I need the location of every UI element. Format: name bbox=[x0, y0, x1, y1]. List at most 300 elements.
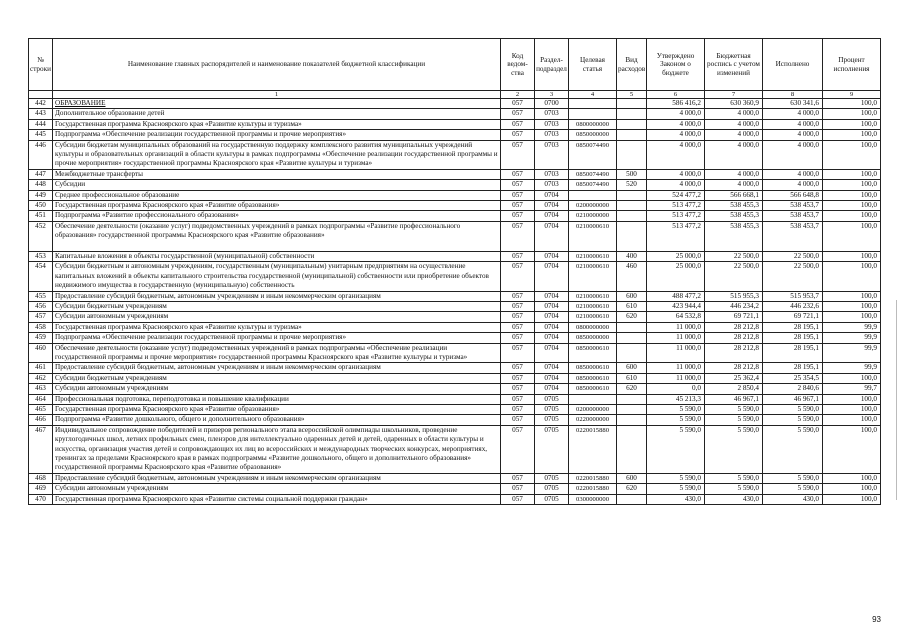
dept-code-cell: 057 bbox=[501, 322, 535, 332]
expense-type-cell: 600 bbox=[617, 363, 647, 373]
budget-schedule-cell: 430,0 bbox=[705, 494, 763, 504]
target-article-cell: 0220015880 bbox=[569, 484, 617, 494]
approved-cell: 423 944,4 bbox=[647, 301, 705, 311]
budget-schedule-cell: 566 668,1 bbox=[705, 190, 763, 200]
dept-code-cell: 057 bbox=[501, 343, 535, 363]
budget-schedule-cell: 2 850,4 bbox=[705, 384, 763, 394]
table-row bbox=[29, 484, 881, 494]
row-number-cell: 459 bbox=[29, 333, 53, 343]
row-name-cell: Государственная программа Красноярского края «Развитие системы социальной поддержки граждан» bbox=[53, 494, 501, 504]
budget-schedule-cell: 28 212,8 bbox=[705, 322, 763, 332]
executed-cell: 5 590,0 bbox=[763, 415, 823, 425]
executed-cell: 515 953,7 bbox=[763, 291, 823, 301]
dept-code-cell: 057 bbox=[501, 484, 535, 494]
section-cell: 0704 bbox=[535, 312, 569, 322]
row-name-cell: Подпрограмма «Развитие дошкольного, общего и дополнительного образования» bbox=[53, 415, 501, 425]
section-cell: 0704 bbox=[535, 291, 569, 301]
dept-code-cell: 057 bbox=[501, 384, 535, 394]
expense-type-cell: 520 bbox=[617, 180, 647, 190]
section-cell: 0703 bbox=[535, 109, 569, 119]
dept-code-cell: 057 bbox=[501, 494, 535, 504]
colnum-4: 4 bbox=[569, 91, 617, 99]
approved-cell: 513 477,2 bbox=[647, 211, 705, 221]
row-name-cell: Капитальные вложения в объекты государственной (муниципальной) собственности bbox=[53, 251, 501, 261]
executed-cell: 22 500,0 bbox=[763, 262, 823, 291]
executed-cell: 4 000,0 bbox=[763, 180, 823, 190]
executed-cell: 28 195,1 bbox=[763, 333, 823, 343]
column-number-row bbox=[29, 91, 881, 99]
expense-type-cell: 610 bbox=[617, 301, 647, 311]
dept-code-cell: 057 bbox=[501, 312, 535, 322]
target-article-cell bbox=[569, 99, 617, 109]
target-article-cell: 0210000610 bbox=[569, 291, 617, 301]
target-article-cell: 0220015880 bbox=[569, 425, 617, 473]
section-cell: 0703 bbox=[535, 180, 569, 190]
percent-cell: 100,0 bbox=[823, 211, 881, 221]
percent-cell: 99,9 bbox=[823, 363, 881, 373]
row-name-cell: Подпрограмма «Обеспечение реализации государственной программы и прочие мероприятия» bbox=[53, 333, 501, 343]
row-number-cell: 448 bbox=[29, 180, 53, 190]
percent-cell: 99,9 bbox=[823, 322, 881, 332]
approved-cell: 11 000,0 bbox=[647, 322, 705, 332]
percent-cell: 100,0 bbox=[823, 404, 881, 414]
row-name-cell: Среднее профессиональное образование bbox=[53, 190, 501, 200]
expense-type-cell: 600 bbox=[617, 291, 647, 301]
approved-cell: 4 000,0 bbox=[647, 130, 705, 140]
approved-cell: 5 590,0 bbox=[647, 484, 705, 494]
table-row bbox=[29, 343, 881, 363]
approved-cell: 4 000,0 bbox=[647, 119, 705, 129]
percent-cell: 100,0 bbox=[823, 221, 881, 251]
row-number-cell: 449 bbox=[29, 190, 53, 200]
executed-cell: 28 195,1 bbox=[763, 322, 823, 332]
row-number-cell: 467 bbox=[29, 425, 53, 473]
dept-code-cell: 057 bbox=[501, 221, 535, 251]
row-number-cell: 468 bbox=[29, 473, 53, 483]
budget-schedule-cell: 5 590,0 bbox=[705, 404, 763, 414]
budget-schedule-cell: 4 000,0 bbox=[705, 169, 763, 179]
percent-cell: 100,0 bbox=[823, 119, 881, 129]
approved-cell: 430,0 bbox=[647, 494, 705, 504]
percent-cell: 100,0 bbox=[823, 140, 881, 169]
row-number-cell: 460 bbox=[29, 343, 53, 363]
expense-type-cell bbox=[617, 201, 647, 211]
executed-cell: 4 000,0 bbox=[763, 130, 823, 140]
row-name-cell: Субсидии бюджетным учреждениям bbox=[53, 373, 501, 383]
row-number-cell: 461 bbox=[29, 363, 53, 373]
section-cell: 0704 bbox=[535, 251, 569, 261]
table-row bbox=[29, 415, 881, 425]
approved-cell: 488 477,2 bbox=[647, 291, 705, 301]
row-name-cell: Дополнительное образование детей bbox=[53, 109, 501, 119]
dept-code-cell: 057 bbox=[501, 180, 535, 190]
row-name-cell: Государственная программа Красноярского края «Развитие образования» bbox=[53, 201, 501, 211]
section-cell: 0704 bbox=[535, 373, 569, 383]
executed-cell: 28 195,1 bbox=[763, 343, 823, 363]
executed-cell: 5 590,0 bbox=[763, 473, 823, 483]
table-row bbox=[29, 373, 881, 383]
percent-cell: 100,0 bbox=[823, 180, 881, 190]
page-number: 93 bbox=[872, 615, 881, 624]
target-article-cell: 0850000000 bbox=[569, 130, 617, 140]
row-number-cell: 455 bbox=[29, 291, 53, 301]
executed-cell: 430,0 bbox=[763, 494, 823, 504]
row-name-cell: Государственная программа Красноярского края «Развитие образования» bbox=[53, 404, 501, 414]
target-article-cell bbox=[569, 394, 617, 404]
target-article-cell: 0200000000 bbox=[569, 201, 617, 211]
approved-cell: 45 213,3 bbox=[647, 394, 705, 404]
row-name-cell: Государственная программа Красноярского края «Развитие культуры и туризма» bbox=[53, 119, 501, 129]
dept-code-cell: 057 bbox=[501, 201, 535, 211]
dept-code-cell: 057 bbox=[501, 130, 535, 140]
approved-cell: 0,0 bbox=[647, 384, 705, 394]
target-article-cell: 0800000000 bbox=[569, 322, 617, 332]
table-row bbox=[29, 394, 881, 404]
percent-cell: 99,9 bbox=[823, 333, 881, 343]
percent-cell: 100,0 bbox=[823, 109, 881, 119]
expense-type-cell bbox=[617, 140, 647, 169]
table-row bbox=[29, 384, 881, 394]
budget-schedule-cell: 25 362,4 bbox=[705, 373, 763, 383]
expense-type-cell bbox=[617, 211, 647, 221]
executed-cell: 5 590,0 bbox=[763, 484, 823, 494]
percent-cell: 100,0 bbox=[823, 484, 881, 494]
approved-cell: 586 416,2 bbox=[647, 99, 705, 109]
executed-cell: 538 453,7 bbox=[763, 221, 823, 251]
percent-cell: 99,7 bbox=[823, 384, 881, 394]
table-row bbox=[29, 140, 881, 169]
colnum-7: 7 bbox=[705, 91, 763, 99]
table-row bbox=[29, 99, 881, 109]
dept-code-cell: 057 bbox=[501, 140, 535, 169]
scan-edge-mark bbox=[896, 300, 897, 500]
dept-code-cell: 057 bbox=[501, 301, 535, 311]
table-row bbox=[29, 301, 881, 311]
percent-cell: 99,9 bbox=[823, 343, 881, 363]
table-body bbox=[29, 99, 881, 505]
target-article-cell: 0210000610 bbox=[569, 301, 617, 311]
budget-schedule-cell: 22 500,0 bbox=[705, 262, 763, 291]
section-cell: 0704 bbox=[535, 322, 569, 332]
executed-cell: 538 453,7 bbox=[763, 201, 823, 211]
row-number-cell: 465 bbox=[29, 404, 53, 414]
percent-cell: 100,0 bbox=[823, 201, 881, 211]
target-article-cell: 0220015880 bbox=[569, 473, 617, 483]
target-article-cell: 0210000610 bbox=[569, 221, 617, 251]
executed-cell: 5 590,0 bbox=[763, 404, 823, 414]
approved-cell: 11 000,0 bbox=[647, 363, 705, 373]
row-name-cell: ОБРАЗОВАНИЕ bbox=[53, 99, 501, 109]
percent-cell: 100,0 bbox=[823, 473, 881, 483]
row-name-cell: Обеспечение деятельности (оказание услуг) подведомственных учреждений в рамках подпрограммы «Обеспечение реализации государственной программы и прочие мероприятия» государственной программы Красноярского края «Развитие культуры и туризма» bbox=[53, 343, 501, 363]
expense-type-cell: 620 bbox=[617, 312, 647, 322]
target-article-cell: 0850074490 bbox=[569, 169, 617, 179]
target-article-cell: 0200000000 bbox=[569, 404, 617, 414]
row-name-cell: Межбюджетные трансферты bbox=[53, 169, 501, 179]
approved-cell: 64 532,8 bbox=[647, 312, 705, 322]
section-cell: 0705 bbox=[535, 404, 569, 414]
header-target: Целевая статья bbox=[569, 39, 617, 91]
row-number-cell: 447 bbox=[29, 169, 53, 179]
section-cell: 0704 bbox=[535, 384, 569, 394]
dept-code-cell: 057 bbox=[501, 415, 535, 425]
executed-cell: 2 840,6 bbox=[763, 384, 823, 394]
executed-cell: 69 721,1 bbox=[763, 312, 823, 322]
percent-cell: 100,0 bbox=[823, 394, 881, 404]
percent-cell: 100,0 bbox=[823, 301, 881, 311]
row-number-cell: 443 bbox=[29, 109, 53, 119]
budget-schedule-cell: 4 000,0 bbox=[705, 180, 763, 190]
target-article-cell: 0800000000 bbox=[569, 119, 617, 129]
approved-cell: 4 000,0 bbox=[647, 180, 705, 190]
expense-type-cell bbox=[617, 221, 647, 251]
budget-schedule-cell: 446 234,2 bbox=[705, 301, 763, 311]
target-article-cell: 0220000000 bbox=[569, 415, 617, 425]
approved-cell: 4 000,0 bbox=[647, 109, 705, 119]
row-number-cell: 470 bbox=[29, 494, 53, 504]
row-name-cell: Индивидуальное сопровождение победителей и призеров регионального этапа всероссийской олимпиады школьников, проведение круглогодичных школ, летних профильных смен, пленэров для интеллектуально одаренных детей и детей, одаренных в области культуры и искусства, организация участия детей и сопровождающих их лиц во всероссийских и международных творческих конкурсах, мероприятиях, тренингах за пределами Красноярского края в рамках подпрограммы «Развитие дошкольного, общего и дополнительного образования» государственной программы Красноярского края «Развитие образования» bbox=[53, 425, 501, 473]
table-row bbox=[29, 473, 881, 483]
colnum-9: 9 bbox=[823, 91, 881, 99]
dept-code-cell: 057 bbox=[501, 473, 535, 483]
table-row bbox=[29, 322, 881, 332]
expense-type-cell bbox=[617, 322, 647, 332]
percent-cell: 100,0 bbox=[823, 415, 881, 425]
header-approved: Утверждено Законом о бюджете bbox=[647, 39, 705, 91]
dept-code-cell: 057 bbox=[501, 425, 535, 473]
percent-cell: 100,0 bbox=[823, 373, 881, 383]
row-name-cell: Субсидии автономным учреждениям bbox=[53, 312, 501, 322]
table-row bbox=[29, 312, 881, 322]
dept-code-cell: 057 bbox=[501, 262, 535, 291]
executed-cell: 22 500,0 bbox=[763, 251, 823, 261]
dept-code-cell: 057 bbox=[501, 394, 535, 404]
section-cell: 0704 bbox=[535, 301, 569, 311]
executed-cell: 4 000,0 bbox=[763, 140, 823, 169]
row-name-cell: Субсидии bbox=[53, 180, 501, 190]
row-number-cell: 463 bbox=[29, 384, 53, 394]
table-row bbox=[29, 211, 881, 221]
row-name-cell: Профессиональная подготовка, переподготовка и повышение квалификации bbox=[53, 394, 501, 404]
budget-schedule-cell: 5 590,0 bbox=[705, 484, 763, 494]
executed-cell: 5 590,0 bbox=[763, 425, 823, 473]
expense-type-cell bbox=[617, 333, 647, 343]
approved-cell: 5 590,0 bbox=[647, 415, 705, 425]
dept-code-cell: 057 bbox=[501, 363, 535, 373]
expense-type-cell bbox=[617, 99, 647, 109]
table-row bbox=[29, 363, 881, 373]
section-cell: 0703 bbox=[535, 169, 569, 179]
row-number-cell: 442 bbox=[29, 99, 53, 109]
row-name-cell: Субсидии бюджетным учреждениям bbox=[53, 301, 501, 311]
section-cell: 0704 bbox=[535, 221, 569, 251]
approved-cell: 524 477,2 bbox=[647, 190, 705, 200]
section-cell: 0704 bbox=[535, 211, 569, 221]
row-number-cell: 456 bbox=[29, 301, 53, 311]
percent-cell: 100,0 bbox=[823, 291, 881, 301]
executed-cell: 446 232,6 bbox=[763, 301, 823, 311]
target-article-cell: 0850000610 bbox=[569, 373, 617, 383]
section-cell: 0703 bbox=[535, 119, 569, 129]
expense-type-cell bbox=[617, 415, 647, 425]
table-row bbox=[29, 180, 881, 190]
table-row bbox=[29, 251, 881, 261]
section-cell: 0704 bbox=[535, 363, 569, 373]
row-number-cell: 466 bbox=[29, 415, 53, 425]
dept-code-cell: 057 bbox=[501, 190, 535, 200]
budget-schedule-cell: 5 590,0 bbox=[705, 415, 763, 425]
expense-type-cell: 600 bbox=[617, 473, 647, 483]
row-name-cell: Обеспечение деятельности (оказание услуг) подведомственных учреждений в рамках подпрограммы «Развитие профессионального образования» государственной программы Красноярского края «Развитие образования» bbox=[53, 221, 501, 251]
approved-cell: 5 590,0 bbox=[647, 404, 705, 414]
executed-cell: 4 000,0 bbox=[763, 119, 823, 129]
section-cell: 0705 bbox=[535, 425, 569, 473]
expense-type-cell: 610 bbox=[617, 373, 647, 383]
colnum-8: 8 bbox=[763, 91, 823, 99]
approved-cell: 5 590,0 bbox=[647, 473, 705, 483]
expense-type-cell bbox=[617, 404, 647, 414]
section-cell: 0704 bbox=[535, 333, 569, 343]
executed-cell: 4 000,0 bbox=[763, 109, 823, 119]
header-executed: Исполнено bbox=[763, 39, 823, 91]
section-cell: 0700 bbox=[535, 99, 569, 109]
colnum-0 bbox=[29, 91, 53, 99]
section-cell: 0704 bbox=[535, 343, 569, 363]
header-budget-schedule: Бюджетная роспись с учетом изменений bbox=[705, 39, 763, 91]
row-name-cell: Предоставление субсидий бюджетным, автономным учреждениям и иным некоммерческим организациям bbox=[53, 363, 501, 373]
row-name-cell: Субсидии бюджетным и автономным учреждениям, государственным (муниципальным) унитарным предприятиям на осуществление капитальных вложений в объекты капитального строительства государственной (муниципальной) собственности или приобретение объектов недвижимого имущества в государственную (муниципальную) собственность bbox=[53, 262, 501, 291]
row-name-cell: Государственная программа Красноярского края «Развитие культуры и туризма» bbox=[53, 322, 501, 332]
budget-schedule-cell: 28 212,8 bbox=[705, 343, 763, 363]
expense-type-cell: 400 bbox=[617, 251, 647, 261]
colnum-5: 5 bbox=[617, 91, 647, 99]
executed-cell: 25 354,5 bbox=[763, 373, 823, 383]
executed-cell: 46 967,1 bbox=[763, 394, 823, 404]
expense-type-cell bbox=[617, 394, 647, 404]
dept-code-cell: 057 bbox=[501, 404, 535, 414]
approved-cell: 513 477,2 bbox=[647, 201, 705, 211]
budget-schedule-cell: 5 590,0 bbox=[705, 473, 763, 483]
dept-code-cell: 057 bbox=[501, 251, 535, 261]
header-name: Наименование главных распорядителей и наименование показателей бюджетной классификации bbox=[53, 39, 501, 91]
budget-schedule-cell: 630 360,9 bbox=[705, 99, 763, 109]
target-article-cell: 0850000610 bbox=[569, 343, 617, 363]
budget-schedule-cell: 28 212,8 bbox=[705, 363, 763, 373]
section-cell: 0704 bbox=[535, 262, 569, 291]
table-row bbox=[29, 190, 881, 200]
budget-schedule-cell: 28 212,8 bbox=[705, 333, 763, 343]
header-section: Раздел-подраздел bbox=[535, 39, 569, 91]
target-article-cell: 0850000610 bbox=[569, 363, 617, 373]
percent-cell: 100,0 bbox=[823, 99, 881, 109]
target-article-cell: 0210000000 bbox=[569, 211, 617, 221]
row-number-cell: 464 bbox=[29, 394, 53, 404]
expense-type-cell bbox=[617, 190, 647, 200]
budget-schedule-cell: 538 455,3 bbox=[705, 211, 763, 221]
percent-cell: 100,0 bbox=[823, 190, 881, 200]
percent-cell: 100,0 bbox=[823, 262, 881, 291]
budget-schedule-cell: 4 000,0 bbox=[705, 140, 763, 169]
section-cell: 0703 bbox=[535, 130, 569, 140]
row-number-cell: 454 bbox=[29, 262, 53, 291]
expense-type-cell bbox=[617, 343, 647, 363]
table-header-row bbox=[29, 39, 881, 91]
budget-schedule-cell: 4 000,0 bbox=[705, 109, 763, 119]
colnum-3: 3 bbox=[535, 91, 569, 99]
row-name-cell: Подпрограмма «Развитие профессионального образования» bbox=[53, 211, 501, 221]
table-row bbox=[29, 201, 881, 211]
row-number-cell: 451 bbox=[29, 211, 53, 221]
target-article-cell: 0850000000 bbox=[569, 333, 617, 343]
header-dept-code: Код ведом-ства bbox=[501, 39, 535, 91]
row-number-cell: 450 bbox=[29, 201, 53, 211]
approved-cell: 4 000,0 bbox=[647, 169, 705, 179]
approved-cell: 11 000,0 bbox=[647, 333, 705, 343]
budget-schedule-cell: 515 955,3 bbox=[705, 291, 763, 301]
row-name-cell: Подпрограмма «Обеспечение реализации государственной программы и прочие мероприятия» bbox=[53, 130, 501, 140]
approved-cell: 11 000,0 bbox=[647, 343, 705, 363]
section-cell: 0704 bbox=[535, 201, 569, 211]
row-number-cell: 452 bbox=[29, 221, 53, 251]
row-number-cell: 462 bbox=[29, 373, 53, 383]
row-number-cell: 453 bbox=[29, 251, 53, 261]
row-name-cell: Субсидии бюджетам муниципальных образований на государственную поддержку комплексного развития муниципальных учреждений культуры и образовательных организаций в области культуры в рамках подпрограммы «Обеспечение реализации государственной программы и прочие мероприятия» государственной программы Красноярского края «Развитие культуры и туризма» bbox=[53, 140, 501, 169]
approved-cell: 25 000,0 bbox=[647, 262, 705, 291]
dept-code-cell: 057 bbox=[501, 99, 535, 109]
table-row bbox=[29, 221, 881, 251]
target-article-cell: 0210000610 bbox=[569, 262, 617, 291]
row-name-cell: Предоставление субсидий бюджетным, автономным учреждениям и иным некоммерческим организациям bbox=[53, 291, 501, 301]
percent-cell: 100,0 bbox=[823, 312, 881, 322]
table-row bbox=[29, 169, 881, 179]
section-cell: 0705 bbox=[535, 415, 569, 425]
budget-schedule-cell: 22 500,0 bbox=[705, 251, 763, 261]
header-expense-type: Вид расходов bbox=[617, 39, 647, 91]
colnum-6: 6 bbox=[647, 91, 705, 99]
dept-code-cell: 057 bbox=[501, 211, 535, 221]
dept-code-cell: 057 bbox=[501, 291, 535, 301]
row-number-cell: 469 bbox=[29, 484, 53, 494]
table-row bbox=[29, 291, 881, 301]
target-article-cell: 0210000610 bbox=[569, 251, 617, 261]
row-number-cell: 446 bbox=[29, 140, 53, 169]
section-cell: 0705 bbox=[535, 473, 569, 483]
table-row bbox=[29, 333, 881, 343]
target-article-cell bbox=[569, 109, 617, 119]
section-cell: 0705 bbox=[535, 394, 569, 404]
row-number-cell: 457 bbox=[29, 312, 53, 322]
target-article-cell: 0850074490 bbox=[569, 180, 617, 190]
approved-cell: 5 590,0 bbox=[647, 425, 705, 473]
expense-type-cell bbox=[617, 119, 647, 129]
executed-cell: 28 195,1 bbox=[763, 363, 823, 373]
budget-schedule-cell: 538 455,3 bbox=[705, 201, 763, 211]
table-row bbox=[29, 262, 881, 291]
expense-type-cell: 620 bbox=[617, 384, 647, 394]
approved-cell: 513 477,2 bbox=[647, 221, 705, 251]
executed-cell: 566 648,8 bbox=[763, 190, 823, 200]
header-row-number: № строки bbox=[29, 39, 53, 91]
target-article-cell: 0300000000 bbox=[569, 494, 617, 504]
section-cell: 0705 bbox=[535, 484, 569, 494]
executed-cell: 538 453,7 bbox=[763, 211, 823, 221]
percent-cell: 100,0 bbox=[823, 130, 881, 140]
percent-cell: 100,0 bbox=[823, 494, 881, 504]
table-row bbox=[29, 425, 881, 473]
percent-cell: 100,0 bbox=[823, 425, 881, 473]
budget-schedule-cell: 4 000,0 bbox=[705, 119, 763, 129]
budget-schedule-cell: 4 000,0 bbox=[705, 130, 763, 140]
